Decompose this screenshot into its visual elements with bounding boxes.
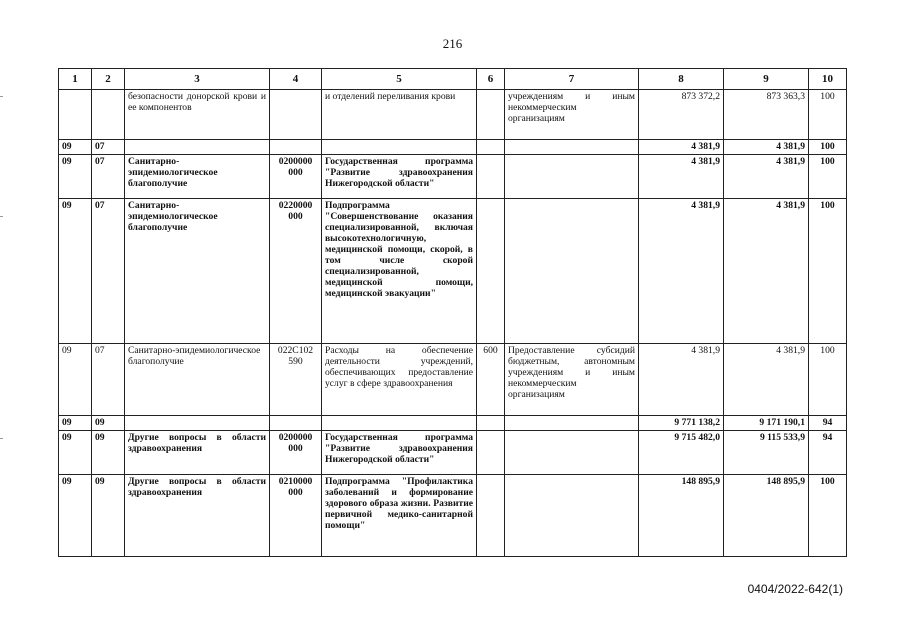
cell-planned: 9 715 482,0 bbox=[639, 431, 724, 475]
cell-planned: 873 372,2 bbox=[639, 90, 724, 140]
cell-percent: 100 bbox=[809, 344, 847, 416]
cell-section-name bbox=[125, 416, 270, 431]
budget-table bbox=[58, 68, 847, 557]
cell-subsection: 09 bbox=[92, 475, 125, 557]
cell-executed: 4 381,9 bbox=[724, 155, 809, 199]
cell-planned: 9 771 138,2 bbox=[639, 416, 724, 431]
cell-planned: 148 895,9 bbox=[639, 475, 724, 557]
cell-section-name: безопасности донорской крови и ее компонентов bbox=[125, 90, 270, 140]
cell-section-name: Санитарно-эпидемиологическое благополучие bbox=[125, 199, 270, 344]
header-cell: 7 bbox=[505, 69, 639, 90]
cell-planned: 4 381,9 bbox=[639, 155, 724, 199]
cell-target-code bbox=[270, 90, 322, 140]
cell-target-code: 0210000 000 bbox=[270, 475, 322, 557]
cell-expense-type bbox=[477, 199, 505, 344]
cell-percent: 94 bbox=[809, 416, 847, 431]
cell-percent: 100 bbox=[809, 199, 847, 344]
cell-executed: 873 363,3 bbox=[724, 90, 809, 140]
cell-expense-name: учреждениям и иным некоммерческим организациям bbox=[505, 90, 639, 140]
table-row bbox=[59, 199, 847, 344]
cell-target-code bbox=[270, 140, 322, 155]
table-row bbox=[59, 140, 847, 155]
header-cell: 4 bbox=[270, 69, 322, 90]
cell-section: 09 bbox=[59, 199, 92, 344]
cell-expense-name: Предоставление субсидий бюджетным, автономным учреждениям и иным некоммерческим организациям bbox=[505, 344, 639, 416]
cell-expense-type bbox=[477, 155, 505, 199]
cell-section-name: Санитарно-эпидемиологическое благополучие bbox=[125, 155, 270, 199]
margin-mark bbox=[0, 216, 3, 217]
cell-subsection: 09 bbox=[92, 416, 125, 431]
header-cell: 10 bbox=[809, 69, 847, 90]
cell-executed: 4 381,9 bbox=[724, 199, 809, 344]
cell-expense-type bbox=[477, 90, 505, 140]
cell-expense-type bbox=[477, 416, 505, 431]
cell-expense-type bbox=[477, 140, 505, 155]
cell-target-name: Подпрограмма "Совершенствование оказания специализированной, включая высокотехнологичную, медицинской помощи, скорой, в том числе скорой специализированной, медицинской помощи, медицинской эвакуации" bbox=[322, 199, 477, 344]
cell-percent: 100 bbox=[809, 90, 847, 140]
header-cell: 8 bbox=[639, 69, 724, 90]
table-row bbox=[59, 90, 847, 140]
margin-mark bbox=[0, 438, 3, 439]
cell-planned: 4 381,9 bbox=[639, 140, 724, 155]
table-row bbox=[59, 416, 847, 431]
cell-planned: 4 381,9 bbox=[639, 344, 724, 416]
cell-section-name: Другие вопросы в области здравоохранения bbox=[125, 475, 270, 557]
cell-expense-name bbox=[505, 199, 639, 344]
cell-section: 09 bbox=[59, 475, 92, 557]
margin-mark bbox=[0, 96, 3, 97]
cell-target-name bbox=[322, 140, 477, 155]
header-cell: 3 bbox=[125, 69, 270, 90]
cell-target-code: 0200000 000 bbox=[270, 155, 322, 199]
table-row bbox=[59, 155, 847, 199]
header-cell: 2 bbox=[92, 69, 125, 90]
cell-subsection: 07 bbox=[92, 344, 125, 416]
cell-executed: 4 381,9 bbox=[724, 140, 809, 155]
cell-percent: 100 bbox=[809, 475, 847, 557]
cell-section: 09 bbox=[59, 416, 92, 431]
cell-target-code: 022С102 590 bbox=[270, 344, 322, 416]
table-row bbox=[59, 431, 847, 475]
cell-section: 09 bbox=[59, 140, 92, 155]
cell-percent: 100 bbox=[809, 155, 847, 199]
header-cell: 5 bbox=[322, 69, 477, 90]
cell-planned: 4 381,9 bbox=[639, 199, 724, 344]
header-cell: 6 bbox=[477, 69, 505, 90]
cell-executed: 9 115 533,9 bbox=[724, 431, 809, 475]
cell-section bbox=[59, 90, 92, 140]
cell-executed: 4 381,9 bbox=[724, 344, 809, 416]
cell-expense-name bbox=[505, 416, 639, 431]
cell-section-name: Санитарно-эпидемиологическое благополучие bbox=[125, 344, 270, 416]
cell-subsection: 07 bbox=[92, 140, 125, 155]
cell-target-code bbox=[270, 416, 322, 431]
cell-section: 09 bbox=[59, 344, 92, 416]
cell-target-name: Государственная программа "Развитие здравоохранения Нижегородской области" bbox=[322, 155, 477, 199]
cell-subsection: 07 bbox=[92, 155, 125, 199]
cell-section-name bbox=[125, 140, 270, 155]
cell-expense-type bbox=[477, 475, 505, 557]
cell-target-name: Расходы на обеспечение деятельности учреждений, обеспечивающих предоставление услуг в сфере здравоохранения bbox=[322, 344, 477, 416]
cell-expense-name bbox=[505, 155, 639, 199]
page-number: 216 bbox=[442, 36, 463, 51]
cell-subsection: 07 bbox=[92, 199, 125, 344]
cell-expense-type: 600 bbox=[477, 344, 505, 416]
cell-expense-name bbox=[505, 431, 639, 475]
cell-target-code: 0200000 000 bbox=[270, 431, 322, 475]
cell-target-code: 0220000 000 bbox=[270, 199, 322, 344]
cell-executed: 148 895,9 bbox=[724, 475, 809, 557]
cell-section: 09 bbox=[59, 431, 92, 475]
table-row bbox=[59, 344, 847, 416]
cell-percent: 100 bbox=[809, 140, 847, 155]
cell-section-name: Другие вопросы в области здравоохранения bbox=[125, 431, 270, 475]
cell-target-name: Государственная программа "Развитие здравоохранения Нижегородской области" bbox=[322, 431, 477, 475]
cell-expense-name bbox=[505, 475, 639, 557]
table-row bbox=[59, 475, 847, 557]
header-row bbox=[59, 69, 847, 90]
header-cell: 9 bbox=[724, 69, 809, 90]
cell-expense-type bbox=[477, 431, 505, 475]
cell-target-name: Подпрограмма "Профилактика заболеваний и формирование здорового образа жизни. Развитие первичной медико-санитарной помощи" bbox=[322, 475, 477, 557]
header-cell: 1 bbox=[59, 69, 92, 90]
document-code: 0404/2022-642(1) bbox=[747, 582, 843, 596]
cell-subsection bbox=[92, 90, 125, 140]
cell-target-name: и отделений переливания крови bbox=[322, 90, 477, 140]
cell-percent: 94 bbox=[809, 431, 847, 475]
cell-executed: 9 171 190,1 bbox=[724, 416, 809, 431]
cell-subsection: 09 bbox=[92, 431, 125, 475]
cell-expense-name bbox=[505, 140, 639, 155]
cell-section: 09 bbox=[59, 155, 92, 199]
cell-target-name bbox=[322, 416, 477, 431]
